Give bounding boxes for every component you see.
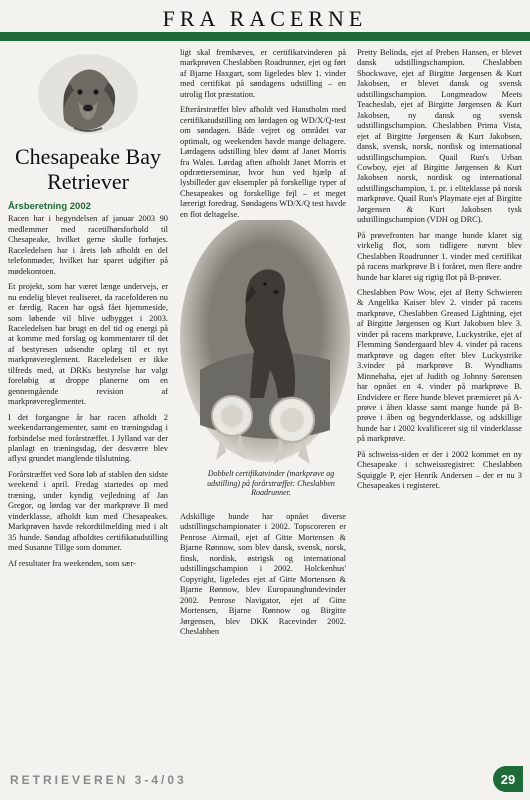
section-heading: Årsberetning 2002 (8, 201, 91, 212)
dog-photo (180, 220, 350, 465)
paragraph: Forårstræffet ved Sorø løb af stablen den sidste weekend i april. Fredag startedes op med træning, under kyndig vejledning af Jan Gregor, og lørdag var der markprøve B med vinderklasse, afholdt kun med Chesapeakes. Markprøven havde rekordtilmelding med i alt 35 hunde. Søndag afholdtes certifikatudstilling med Susanne Tillge som dommer. (8, 469, 168, 553)
paragraph: Racen har i begyndelsen af januar 2003 90 medlemmer med racetilhørsforhold til Chesapeake, hvilket gerne skulle forhøjes. Raceledelsen har i årets løb afholdt en del telefonmøder, hvilket har sparet udgifter på mødekontoen. (8, 214, 168, 276)
paragraph: Cheslabben Pow Wow, ejet af Betty Schwieren & Angelika Kaiser blev 2. vinder på racens markprøve, Cheslabben Greased Lightning, ejet af Birgitte Jørgensen og Kurt Jakobsen blev 3. vinder på racens markprøve, Luckystrike, ejet af Flemming Søndergaard blev 4. vinder på racens markprøve og dagen efter blev Luckystrike 3.vinder på markprøve B. Wyndhams Minnehaha, ejet af Judith og Johnny Sørensen har opnået en 4. vinder på markprøve B. Endvidere er flere hunde blevet præmieret på A-prøve i åben klasse samt mange hunde på B-prøve i åben og begynderklasse, og adskillige hunde har i 2002 kvalificeret sig til vinderklasse på markprøve. (357, 287, 522, 444)
paragraph: I det forgangne år har racen afholdt 2 weekendarrangementer, samt en træningsdag i forbindelse med forårstræffet. I Jylland var der planlagt en træningsdag, der desværre blev aflyst grundet manglende tilslutning. (8, 412, 168, 464)
dog-head-icon (34, 50, 142, 138)
breed-logo (8, 48, 168, 140)
column-1 (8, 48, 168, 574)
page-header (0, 0, 530, 34)
column-2-lower (180, 512, 346, 637)
section-title: FRA RACERNE (162, 6, 368, 31)
breed-title: Chesapeake Bay Retriever (15, 144, 161, 194)
paragraph: Efterårstræffet blev afholdt ved Hanstholm med certifikatudstilling om lørdagen og WD/X/Q-test om søndagen. Både vejret og området var optimalt, og weekenden havde mange deltagere. Lørdagens udstilling blev dømt af Janet Morris fra Wales. Lørdag aften afholdt Janet Morris et opdrætterseminar, hvor hun ved hjælp af lysbilleder gav eksempler på forskellige typer af Chesapeakes og forskellige fejl – et meget lærerigt foredrag. Søndagens WD/X/Q test havde en flot deltagelse. (180, 105, 346, 219)
photo-caption: Dobbelt certifikatvinder (markprøve og udstilling) på forårstræffet: Cheslabben Roadrunner. (207, 469, 335, 498)
paragraph: Adskillige hunde har opnået diverse udstillingschampionater i 2002. Topscoreren er Penrose Airmail, ejet af Gitte Mortensen & Bjarne Rønnow, som blev dansk, svensk, norsk, finsk, nordisk, østrigsk og international udstillingschampion i 2002. Holckenhus' Copyright, ligeledes ejet af Gitte Mortensen & Bjarne Rønnow, blev Europaunghundevinder 2002. Penrose Navigator, ejet af Gitte Mortensen, Bjarne Rønnow og Birgitte Jørgensen, blev DKK Racevinder 2002. Cheslabben (180, 512, 346, 636)
page-number: 29 (493, 766, 523, 792)
paragraph: Et projekt, som har været længe undervejs, er nu endelig blevet realiseret, da racefolderen nu er færdig. Racen har også fået hjemmeside, som løbende vil blive udbygget i 2003. Raceledelsen har brugt en del tid og energi på at komme med forslag og kommentarer til det af bestyresen udsendte oplæg til et nyt markprøvereglement. Raceledelsen er ikke tilfreds med, at DRKs bestyrelse har valgt foreløbig at droppe planerne om en gennemgående revision af markprøvereglementet. (8, 282, 168, 407)
paragraph: På prøvefronten har mange hunde klaret sig virkelig flot, som tidligere nævnt blev Cheslabben Roadrunner 1. vinder med certifikat på racens markprøve B i foråret, men flere andre hunde har klaret sig rigtig flot på B-prøver. (357, 230, 522, 282)
magazine-footer: RETRIEVEREN 3-4/03 (10, 773, 187, 787)
paragraph: ligt skal fremhæves, er certifikatvinderen på markprøven Cheslabben Roadrunner, ejet og ført af Bjarne Haxgart, som ligeledes blev 1. vinder med certifikat på søndagens udstilling – en utrolig flot præstation. (180, 48, 346, 99)
paragraph: Af resultater fra weekenden, som sær- (8, 558, 136, 568)
column-3 (357, 48, 522, 497)
column-2 (180, 48, 346, 225)
paragraph: Pretty Belinda, ejet af Preben Hansen, er blevet dansk udstillingschampion. Cheslabben Shockwave, ejet af Birgitte Jørgensen & Kurt Jakobsen, er blevet dansk og svensk udstillingschampion. Longmeadow Meets Teacheslab, ejet af Birgitte Jørgensen & Kurt Jakobsen, ny dansk og svensk udstillingschampion. Cheslabben Prima Vista, ejet af Birgitte Jørgensen & Kurt Jakobsen, dansk, svensk, norsk, nordisk og international udstillingschampion. Quail Run's Urban Cowboy, ejet af Birgitte Jørgensen & Kurt Jakobsen norsk, nordisk og international udstillingschampion, 1. pr. i eliteklasse på norsk markprøve. Quail Run's Playmate ejet af Birgitte Jørgensen & Kurt Jakobsen tysk udstillingschampion (VDH og DRC). (357, 48, 522, 225)
header-bar (0, 32, 530, 41)
paragraph: På schweiss-siden er der i 2002 kommet en ny Chesapeake i schweissregistret: Cheslabben Squiggle P, ejer Henrik Andersen – der er nu 3 Chesapeakes i registeret. (357, 449, 522, 491)
